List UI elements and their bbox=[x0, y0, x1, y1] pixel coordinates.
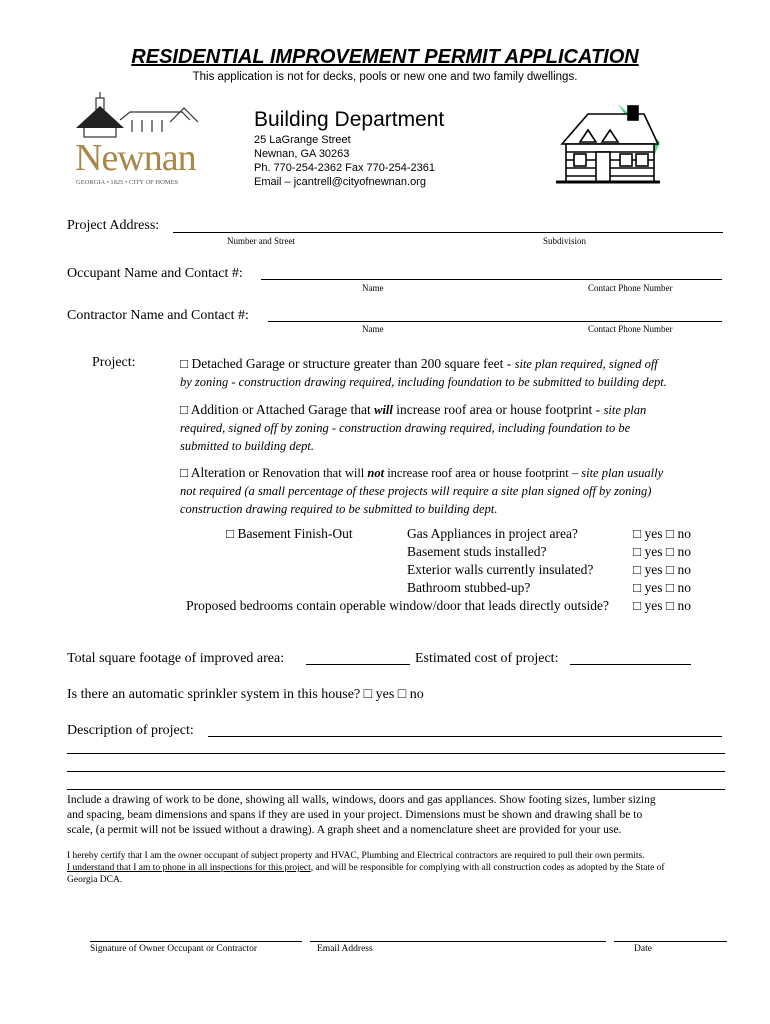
checkbox[interactable]: □ bbox=[180, 356, 189, 371]
question-insulated: Exterior walls currently insulated? bbox=[407, 562, 594, 577]
occupant-name-caption: Name bbox=[362, 283, 384, 293]
contractor-name-caption: Name bbox=[362, 324, 384, 334]
project-address-field[interactable] bbox=[173, 232, 723, 233]
option-detached-garage[interactable]: □ Detached Garage or structure greater than 200 square feet - site plan required, signed off by zoning - construction drawing required, including foundation to be submitted to building dept. bbox=[180, 356, 667, 389]
yes-no-bathroom[interactable]: □ yes □ no bbox=[633, 580, 691, 595]
sprinkler-no-checkbox[interactable]: □ bbox=[397, 687, 407, 702]
option-alteration[interactable]: □ Alteration or Renovation that will not increase roof area or house footprint – site plan usually not required (a small percentage of these projects will require a site plan signed off by zoning) construction drawing required to be submitted to building dept. bbox=[180, 465, 664, 516]
yes-no-studs[interactable]: □ yes □ no bbox=[633, 544, 691, 559]
square-footage-label: Total square footage of improved area: bbox=[67, 651, 285, 666]
drawing-instructions: Include a drawing of work to be done, showing all walls, windows, doors and gas appliances. Show footing sizes, lumber sizing and spacing, beam dimensions and spans if they are used in your project. Dimensions must be shown and drawing shall be to scale, (a permit will not be issued without a drawing). A graph sheet and a nomenclature sheet are provided for your use. bbox=[67, 794, 656, 836]
contractor-field[interactable] bbox=[268, 321, 722, 322]
question-studs: Basement studs installed? bbox=[407, 544, 547, 559]
checkbox[interactable]: □ bbox=[226, 526, 235, 541]
sprinkler-yes-checkbox[interactable]: □ bbox=[363, 687, 373, 702]
project-address-label: Project Address: bbox=[67, 218, 160, 233]
signature-caption: Signature of Owner Occupant or Contractor bbox=[90, 944, 257, 954]
description-line-4[interactable] bbox=[67, 789, 725, 790]
sprinkler-question: Is there an automatic sprinkler system in this house? □ yes □ no bbox=[67, 687, 424, 702]
date-caption: Date bbox=[634, 944, 652, 954]
description-label: Description of project: bbox=[67, 723, 194, 738]
form-subtitle: This application is not for decks, pools or new one and two family dwellings. bbox=[192, 71, 578, 83]
estimated-cost-field[interactable] bbox=[570, 664, 691, 665]
email-caption: Email Address bbox=[317, 944, 373, 954]
square-footage-field[interactable] bbox=[306, 664, 410, 665]
option-addition[interactable]: □ Addition or Attached Garage that will increase roof area or house footprint - site plan required, signed off by zoning - construction drawing required, including foundation to be submitted to building dept. bbox=[180, 402, 647, 453]
contractor-label: Contractor Name and Contact #: bbox=[67, 308, 249, 323]
description-line-2[interactable] bbox=[67, 753, 725, 754]
yes-no-gas[interactable]: □ yes □ no bbox=[633, 526, 691, 541]
question-bedrooms: Proposed bedrooms contain operable window/door that leads directly outside? bbox=[186, 598, 609, 613]
house-icon bbox=[548, 100, 666, 192]
form-title: RESIDENTIAL IMPROVEMENT PERMIT APPLICATION bbox=[131, 46, 639, 68]
estimated-cost-label: Estimated cost of project: bbox=[415, 651, 559, 666]
department-phone: Ph. 770-254-2362 Fax 770-254-2361 bbox=[254, 162, 436, 174]
occupant-field[interactable] bbox=[261, 279, 722, 280]
department-email: Email – jcantrell@cityofnewnan.org bbox=[254, 176, 426, 188]
checkbox[interactable]: □ bbox=[180, 465, 189, 480]
contractor-phone-caption: Contact Phone Number bbox=[588, 324, 673, 334]
description-line-3[interactable] bbox=[67, 771, 725, 772]
yes-no-bedrooms[interactable]: □ yes □ no bbox=[633, 598, 691, 613]
logo-wordmark: Newnan bbox=[75, 137, 196, 179]
number-street-caption: Number and Street bbox=[227, 236, 295, 246]
occupant-label: Occupant Name and Contact #: bbox=[67, 266, 243, 281]
question-gas: Gas Appliances in project area? bbox=[407, 526, 578, 541]
department-city: Newnan, GA 30263 bbox=[254, 148, 350, 160]
project-label: Project: bbox=[92, 355, 136, 370]
department-street: 25 LaGrange Street bbox=[254, 134, 351, 146]
newnan-logo bbox=[72, 92, 207, 192]
option-basement-finish[interactable]: □ Basement Finish-Out bbox=[226, 526, 353, 541]
certification-text: I hereby certify that I am the owner occupant of subject property and HVAC, Plumbing and Electrical contractors are required to pull their own permits. I understand that I am to phone in all inspections for this project, and will be responsible for complying with all construction codes as adopted by the State of Georgia DCA. bbox=[67, 851, 665, 885]
subdivision-caption: Subdivision bbox=[543, 236, 587, 246]
occupant-phone-caption: Contact Phone Number bbox=[588, 283, 673, 293]
yes-no-insulated[interactable]: □ yes □ no bbox=[633, 562, 691, 577]
house-clipart bbox=[548, 100, 666, 192]
department-name: Building Department bbox=[254, 108, 445, 131]
signature-field[interactable] bbox=[90, 941, 302, 942]
checkbox[interactable]: □ bbox=[180, 402, 189, 417]
logo-tagline: GEORGIA • 1825 • CITY OF HOMES bbox=[76, 179, 179, 186]
date-field[interactable] bbox=[614, 941, 727, 942]
description-line-1[interactable] bbox=[208, 736, 722, 737]
question-bathroom: Bathroom stubbed-up? bbox=[407, 580, 531, 595]
email-field[interactable] bbox=[310, 941, 606, 942]
